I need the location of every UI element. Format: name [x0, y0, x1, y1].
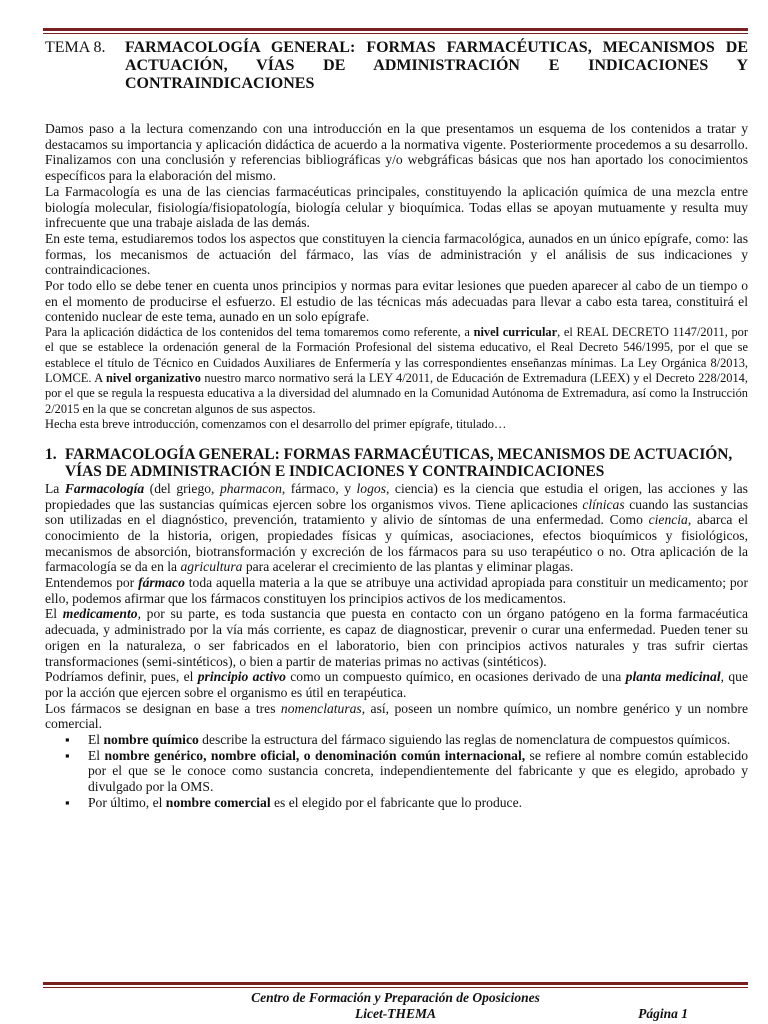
intro-legal-paragraph: Para la aplicación didáctica de los contenidos del tema tomaremos como referente, a nivel curricular, el REAL DECRETO 1147/2011, por el que se establece la ordenación general de la Formación Profesional del sistema educativo, el Real Decreto 546/1995, por el que se establece el título de Técnico en Cuidados Auxiliares de Enfermería y las correspondientes enseñanzas mínimas. La Ley Orgánica 8/2013, LOMCE. A nivel organizativo nuestro marco normativo será la LEY 4/2011, de Educación de Extremadura (LEEX) y el Decreto 228/2014, por el que se regula la respuesta educativa a la diversidad del alumnado en la Comunidad Autónoma de Extremadura, así como la Instrucción 2/2015 en la que se concretan algunos de sus aspectos. — [45, 325, 749, 416]
intro-paragraph: Damos paso a la lectura comenzando con una introducción en la que presentamos un esquema de los contenidos a tratar y destacamos su importancia y aplicación didáctica de acuerdo a la normativa vigente. Posteriormente procedemos a su desarrollo. Finalizamos con una conclusión y referencias bibliográficas y/o webgráficas básicas que nos han aportado los conocimientos específicos para la elaboración del mismo. — [45, 121, 748, 184]
tema-title: FARMACOLOGÍA GENERAL: FORMAS FARMACÉUTICAS, MECANISMOS DE ACTUACIÓN, VÍAS DE ADMINISTRACIÓN E INDICACIONES Y CONTRAINDICACIONES — [125, 39, 748, 92]
section-1-heading — [45, 447, 748, 481]
footer-rule-thick — [43, 982, 748, 985]
nivel-curricular: nivel curricular — [473, 325, 558, 340]
section-number: 1. — [45, 446, 57, 464]
tema-label: TEMA 8. — [45, 39, 106, 56]
section-paragraph: Podríamos definir, pues, el principio activo como un compuesto químico, en ocasiones derivado de una planta medicinal, que por la acción que ejercen sobre el organismo es útil en terapéutica. — [45, 669, 749, 700]
intro-paragraph: La Farmacología es una de las ciencias farmacéuticas principales, constituyendo la aplicación química de una mezcla entre biología molecular, fisiología/fisiopatología, biología celular y bioquímica. Todas ellas se apoyan mutuamente y resulta muy infrecuente que una trabaje aislada de las demás. — [45, 183, 748, 231]
header-rule-thin — [43, 33, 748, 34]
section-paragraph: El medicamento, por su parte, es toda sustancia que puesta en contacto con un órgano patógeno en la forma farmacéutica adecuada, y administrado por la vía más corriente, es capaz de diagnosticar, prevenir o curar una enfermedad. Pueden tener su origen en la naturaleza, o ser fabricados en el laboratorio, bien con principios activos naturales y tras sufrir ciertas transformaciones (semi-sintéticos), o bien a partir de materias primas no activas (sintéticos). — [45, 606, 748, 669]
section-title-line-2: VÍAS DE ADMINISTRACIÓN E INDICACIONES Y CONTRAINDICACIONES — [65, 463, 605, 481]
document-body — [45, 121, 748, 811]
intro-paragraph: Hecha esta breve introducción, comenzamos con el desarrollo del primer epígrafe, titulado… — [45, 416, 507, 431]
section-paragraph: Los fármacos se designan en base a tres nomenclaturas, así, poseen un nombre químico, un nombre genérico y un nombre comercial. — [45, 700, 748, 732]
section-paragraph: La Farmacología (del griego, pharmacon, fármaco, y logos, ciencia) es la ciencia que estudia el origen, las acciones y las propiedades que las sustancias químicas ejercen sobre los organismos vivos. Tiene aplicaciones clínicas cuando las sustancias son utilizadas en el diagnóstico, prevención, tratamiento y alivio de síntomas de una enfermedad. Como ciencia, abarca el conocimiento de la historia, origen, propiedades físicas y químicas, asociaciones, efectos bioquímicos y fisiológicos, mecanismos de absorción, biotransformación y excreción de los fármacos para su uso terapéutico o no. Otra aplicación de la farmacología se da en la agricultura para acelerar el crecimiento de las plantas y eliminar plagas. — [45, 480, 749, 575]
footer-rule-thin — [43, 987, 748, 988]
header-rule-thick — [43, 28, 748, 31]
section-title-line-1: FARMACOLOGÍA GENERAL: FORMAS FARMACÉUTICAS, MECANISMOS DE ACTUACIÓN, — [65, 446, 733, 464]
footer-brand: Licet-THEMA — [355, 1006, 436, 1021]
nomenclature-list — [45, 732, 748, 811]
list-item: ▪ El nombre químico describe la estructura del fármaco siguiendo las reglas de nomenclatura de compuestos químicos. — [45, 732, 748, 748]
footer-organization: Centro de Formación y Preparación de Oposiciones — [251, 990, 540, 1005]
list-item: ▪ Por último, el nombre comercial es el elegido por el fabricante que lo produce. — [45, 795, 748, 811]
intro-paragraph: Por todo ello se debe tener en cuenta unos principios y normas para evitar lesiones que pueden aparecer al cabo de un tiempo o en el momento de producirse el esfuerzo. El estudio de las técnicas más adecuadas para llevar a cabo esta tarea, constituirá el contenido nuclear de este tema, aunado en un solo epígrafe. — [45, 278, 748, 325]
section-paragraph: Entendemos por fármaco toda aquella materia a la que se atribuye una actividad apropiada para constituir un medicamento; por ello, podemos afirmar que los fármacos constituyen los principios activos de los medicamentos. — [45, 575, 748, 606]
nivel-organizativo: nivel organizativo — [105, 371, 201, 386]
intro-paragraph: En este tema, estudiaremos todos los aspectos que constituyen la ciencia farmacológica, aunados en un único epígrafe, como: las formas, los mecanismos de actuación del fármaco, las vías de administración y el análisis de sus indicaciones y contraindicaciones. — [45, 230, 748, 278]
list-item: ▪ El nombre genérico, nombre oficial, o denominación común internacional, se refiere al nombre común establecido por el que se le conoce como sustancia concreta, independientemente del fabricante y que es elegido, aprobado y divulgado por la OMS. — [45, 748, 748, 795]
page-footer — [43, 990, 748, 1022]
document-title — [45, 39, 748, 93]
page-number: Página 1 — [638, 1006, 688, 1021]
